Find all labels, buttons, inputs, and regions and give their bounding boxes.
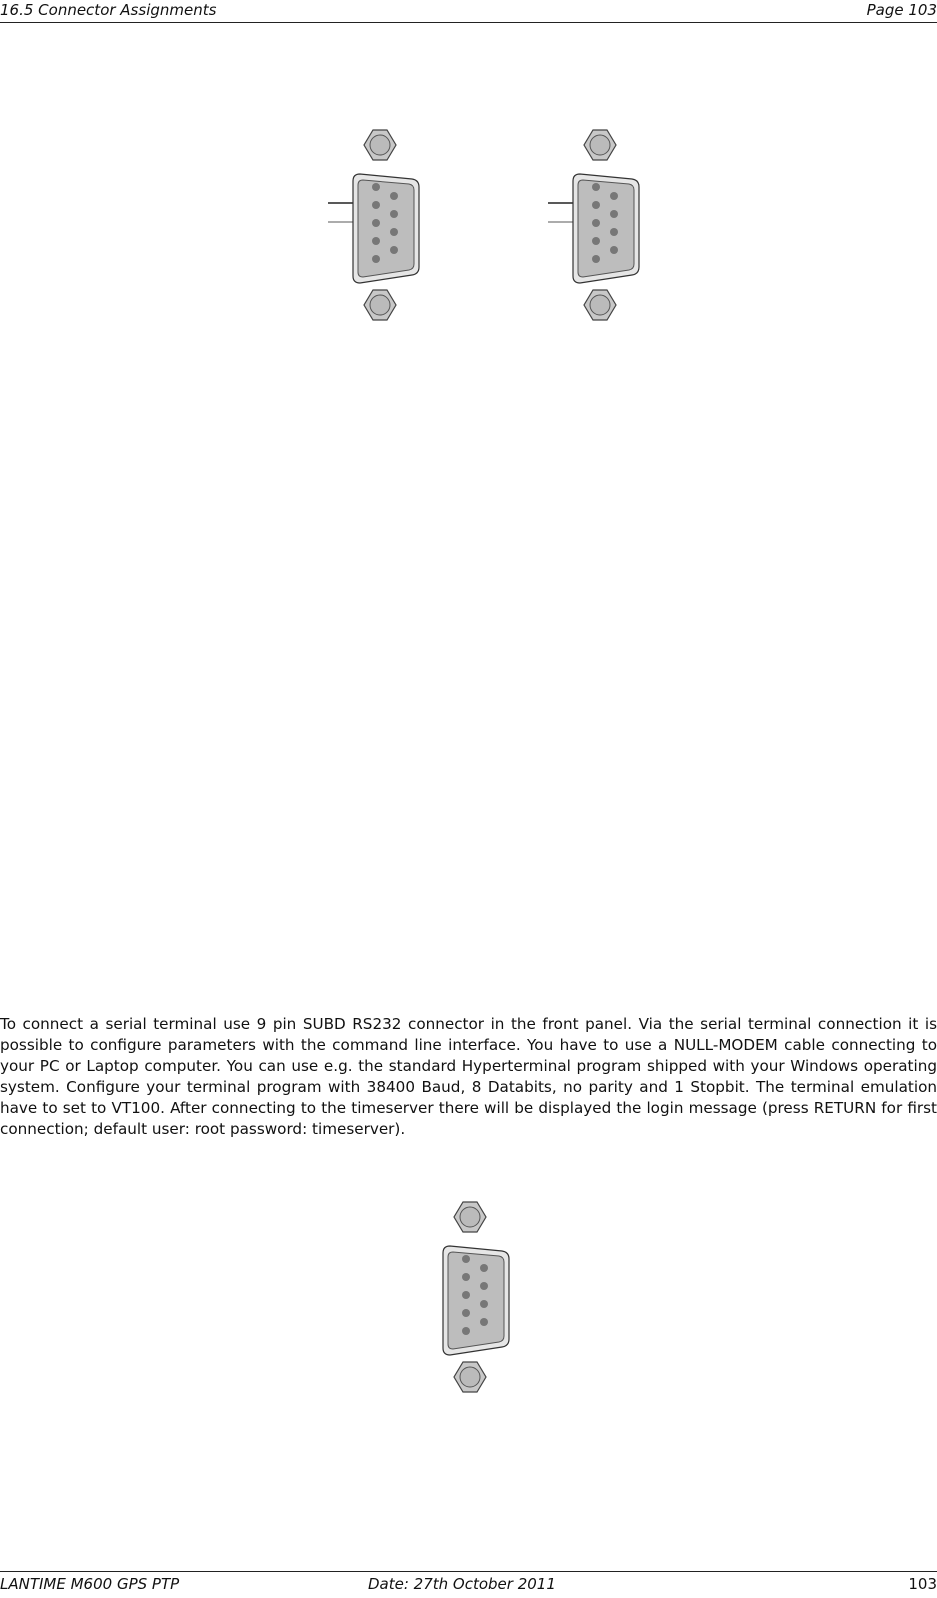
mounting-nut-icon <box>364 290 396 320</box>
mounting-nut-icon <box>364 130 396 160</box>
header-page-label: Page 103 <box>866 1 937 19</box>
mounting-nut-icon <box>454 1362 486 1392</box>
page-footer <box>0 1571 937 1598</box>
mounting-nut-icon <box>584 130 616 160</box>
section-title: 16.5 Connector Assignments <box>0 1 217 19</box>
mounting-nut-icon <box>584 290 616 320</box>
page-number: 103 <box>908 1575 937 1593</box>
db9-connector-icon <box>320 128 430 324</box>
product-name: LANTIME M600 GPS PTP <box>0 1575 180 1593</box>
serial-terminal-paragraph: To connect a serial terminal use 9 pin SUBD RS232 connector in the front panel. Via the serial terminal connection it is possible to configure parameters with the command line interface. You have to use a NULL-MODEM cable connecting to your PC or Laptop computer. You can use e.g. the standard Hyperterminal program shipped with your Windows operating system. Configure your terminal program with 38400 Baud, 8 Databits, no parity and 1 Stopbit. The terminal emulation have to set to VT100. After connecting to the timeserver there will be displayed the login message (press RETURN for first connection; default user: root password: timeserver). <box>0 1015 937 1138</box>
page-header <box>0 0 937 23</box>
mounting-nut-icon <box>454 1202 486 1232</box>
document-date: Date: 27th October 2011 <box>368 1575 556 1593</box>
db9-connector-icon <box>410 1200 520 1396</box>
db9-connector-icon <box>540 128 650 324</box>
